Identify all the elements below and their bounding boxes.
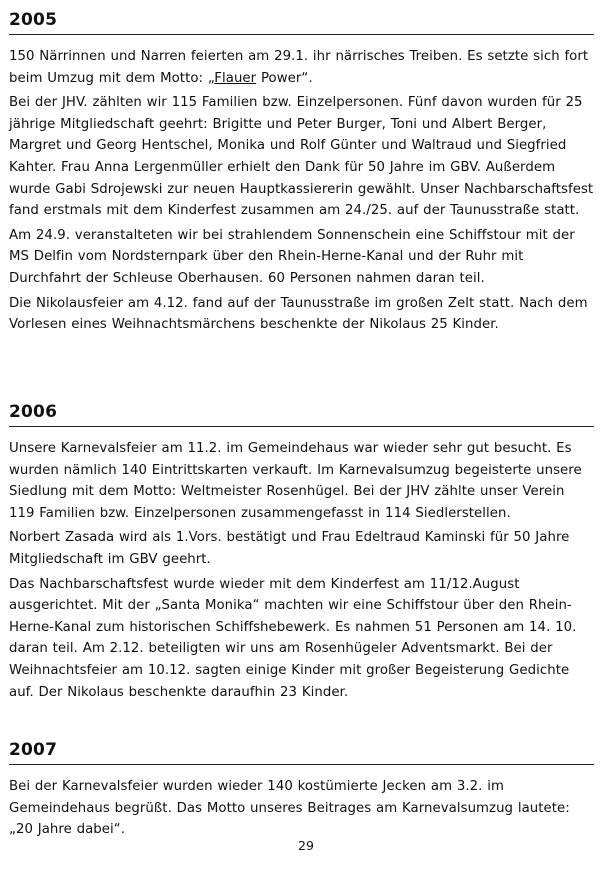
year-heading: 2007 <box>9 740 58 760</box>
year-heading: 2005 <box>9 10 58 30</box>
page-number: 29 <box>298 838 314 853</box>
paragraph: Bei der Karnevalsfeier wurden wieder 140 kostümierte Jecken am 3.2. im Gemeindehaus begrüßt. Das Motto unseres Beitrages am Karnevalsumzug lautete: „20 Jahre dabei“. <box>9 779 570 838</box>
heading-rule <box>9 764 594 765</box>
paragraph: Norbert Zasada wird als 1.Vors. bestätigt und Frau Edeltraud Kaminski für 50 Jahre Mitgliedschaft im GBV geehrt. <box>9 530 570 567</box>
year-heading: 2006 <box>9 402 58 422</box>
heading-rule <box>9 34 594 35</box>
paragraph: Unsere Karnevalsfeier am 11.2. im Gemeindehaus war wieder sehr gut besucht. Es wurden nämlich 140 Eintrittskarten verkauft. Im Karnevalsumzug begeisterte unsere Siedlung mit dem Motto: Weltmeister Rosenhügel. Bei der JHV zählte unser Verein 119 Familien bzw. Einzelpersonen zusammengefasst in 114 Siedlerstellen. <box>9 441 582 521</box>
paragraph: Am 24.9. veranstalteten wir bei strahlendem Sonnenschein eine Schiffstour mit der MS Delfin vom Nordsternpark über den Rhein-Herne-Kanal und der Ruhr mit Durchfahrt der Schleuse Oberhausen. 60 Personen nahmen daran teil. <box>9 227 575 286</box>
section-2006 <box>9 402 594 706</box>
paragraph <box>9 46 594 89</box>
paragraph: Bei der JHV. zählten wir 115 Familien bzw. Einzelpersonen. Fünf davon wurden für 25 jährige Mitgliedschaft geehrt: Brigitte und Peter Burger, Toni und Albert Berger, Margret und Georg Hentschel, Monika und Rolf Günter und Waltraud und Siegfried Kahter. Frau Anna Lergenmüller erhielt den Dank für 50 Jahre im GBV. Außerdem wurde Gabi Sdrojewski zur neuen Hauptkassiererin gewählt. Unser Nachbarschaftsfest fand erstmals mit dem Kinderfest zusammen am 24./25. auf der Taunusstraße statt. <box>9 95 594 219</box>
paragraph: Die Nikolausfeier am 4.12. fand auf der Taunusstraße im großen Zelt statt. Nach dem Vorlesen eines Weihnachtsmärchens beschenkte der Nikolaus 25 Kinder. <box>9 295 588 333</box>
paragraph-text: 150 Närrinnen und Narren feierten am 29.1. ihr närrisches Treiben. Es setzte sich fort beim Umzug mit dem Motto: „ <box>9 49 589 86</box>
section-2007 <box>9 740 594 844</box>
paragraph: Das Nachbarschaftsfest wurde wieder mit dem Kinderfest am 11/12.August ausgerichtet. Mit der „Santa Monika“ machten wir eine Schiffstour über den Rhein-Herne-Kanal zum historischen Schiffshebewerk. Es nahmen 51 Personen am 14. 10. daran teil. Am 2.12. beteiligten wir uns am Rosenhügeler Adventsmarkt. Bei der Weihnachtsfeier am 10.12. sagten einige Kinder mit großer Begeisterung Gedichte auf. Der Nikolaus beschenkte daraufhin 23 Kinder. <box>9 576 577 700</box>
paragraph-text: Power“. <box>256 70 313 86</box>
heading-rule <box>9 426 594 427</box>
section-2005 <box>9 10 594 339</box>
underlined-text: Flauer <box>214 70 257 86</box>
